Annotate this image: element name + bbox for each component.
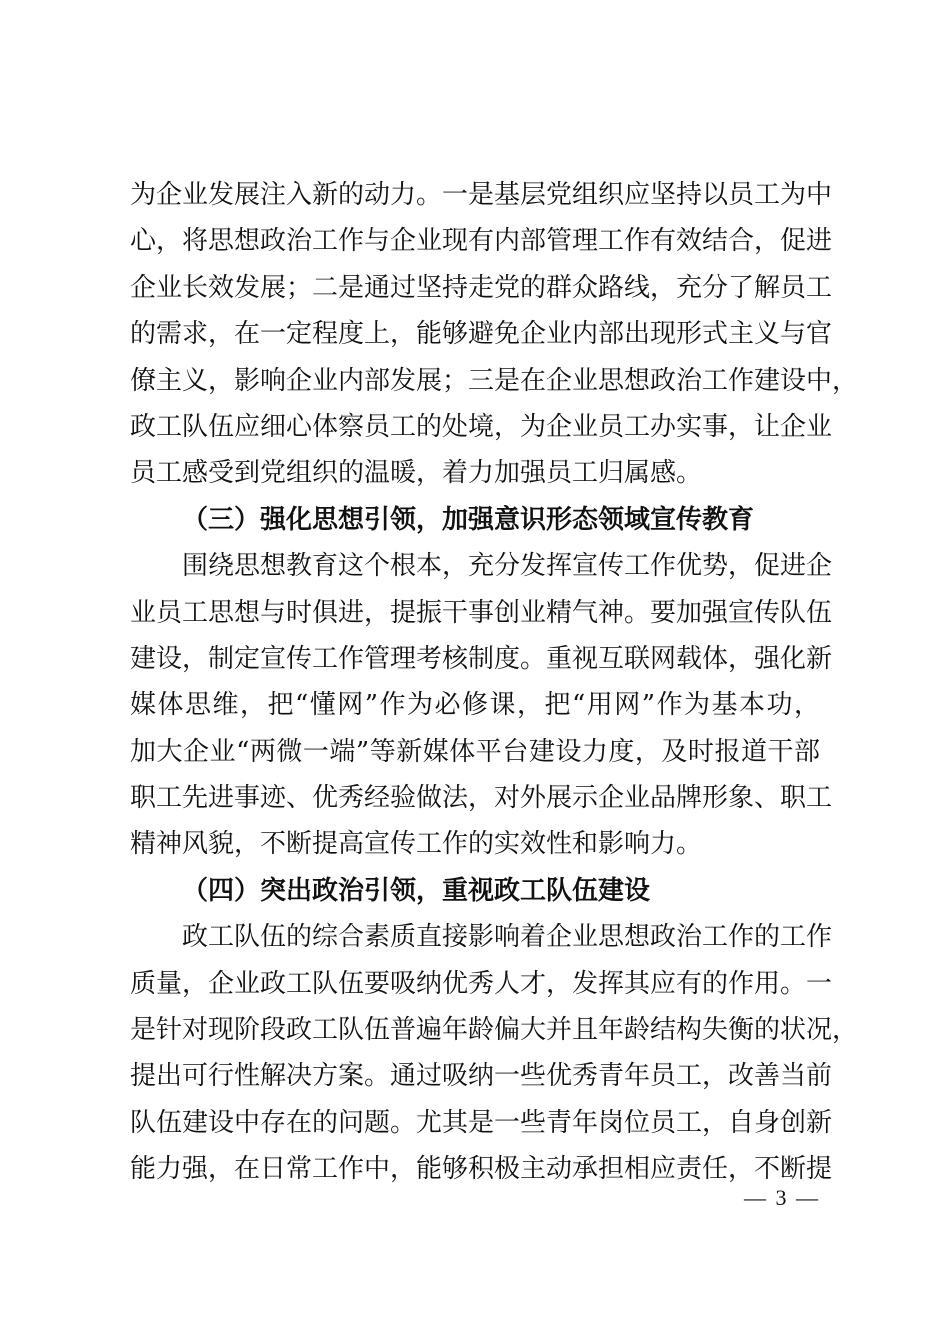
page-number: — 3 — [744,1185,820,1210]
paragraph-line: 的需求，在一定程度上，能够避免企业内部出现形式主义与官 [130,319,833,350]
paragraph-line: 是针对现阶段政工队伍普遍年龄偏大并且年龄结构失衡的状况， [130,1015,859,1046]
paragraph-line: 建设，制定宣传工作管理考核制度。重视互联网载体，强化新 [130,643,833,674]
paragraph-line: 为企业发展注入新的动力。一是基层党组织应坚持以员工为中 [130,180,833,210]
paragraph-line: 围绕思想教育这个根本，充分发挥宣传工作优势，促进企 [182,551,833,582]
paragraph-line: 质量，企业政工队伍要吸纳优秀人才，发挥其应有的作用。一 [130,968,833,999]
paragraph-line: 业员工思想与时俱进，提振干事创业精气神。要加强宣传队伍 [130,597,833,628]
section-heading-4: （四）突出政治引领，重视政工队伍建设 [182,875,651,906]
paragraph-line: 僚主义，影响企业内部发展；三是在企业思想政治工作建设中， [130,365,859,396]
paragraph-line: 员工感受到党组织的温暖，着力加强员工归属感。 [130,458,703,489]
paragraph-line: 媒体思维，把“懂网”作为必修课，把“用网”作为基本功， [130,690,820,721]
document-body [130,172,859,1193]
paragraph-line: 职工先进事迹、优秀经验做法，对外展示企业品牌形象、职工 [130,783,833,814]
paragraph-line: 企业长效发展；二是通过坚持走党的群众路线，充分了解员工 [130,272,833,303]
section-heading-3: （三）强化思想引领，加强意识形态领域宣传教育 [182,504,755,535]
paragraph-line: 加大企业“两微一端”等新媒体平台建设力度，及时报道干部 [130,736,820,767]
paragraph-line: 队伍建设中存在的问题。尤其是一些青年岗位员工，自身创新 [130,1107,833,1138]
paragraph-line: 政工队伍的综合素质直接影响着企业思想政治工作的工作 [182,922,833,953]
paragraph-line: 政工队伍应细心体察员工的处境，为企业员工办实事，让企业 [130,411,833,442]
paragraph-line: 心，将思想政治工作与企业现有内部管理工作有效结合，促进 [130,226,833,257]
paragraph-line: 提出可行性解决方案。通过吸纳一些优秀青年员工，改善当前 [130,1061,833,1092]
paragraph-line: 精神风貌，不断提高宣传工作的实效性和影响力。 [130,829,703,860]
paragraph-line: 能力强，在日常工作中，能够积极主动承担相应责任，不断提 [130,1154,833,1185]
